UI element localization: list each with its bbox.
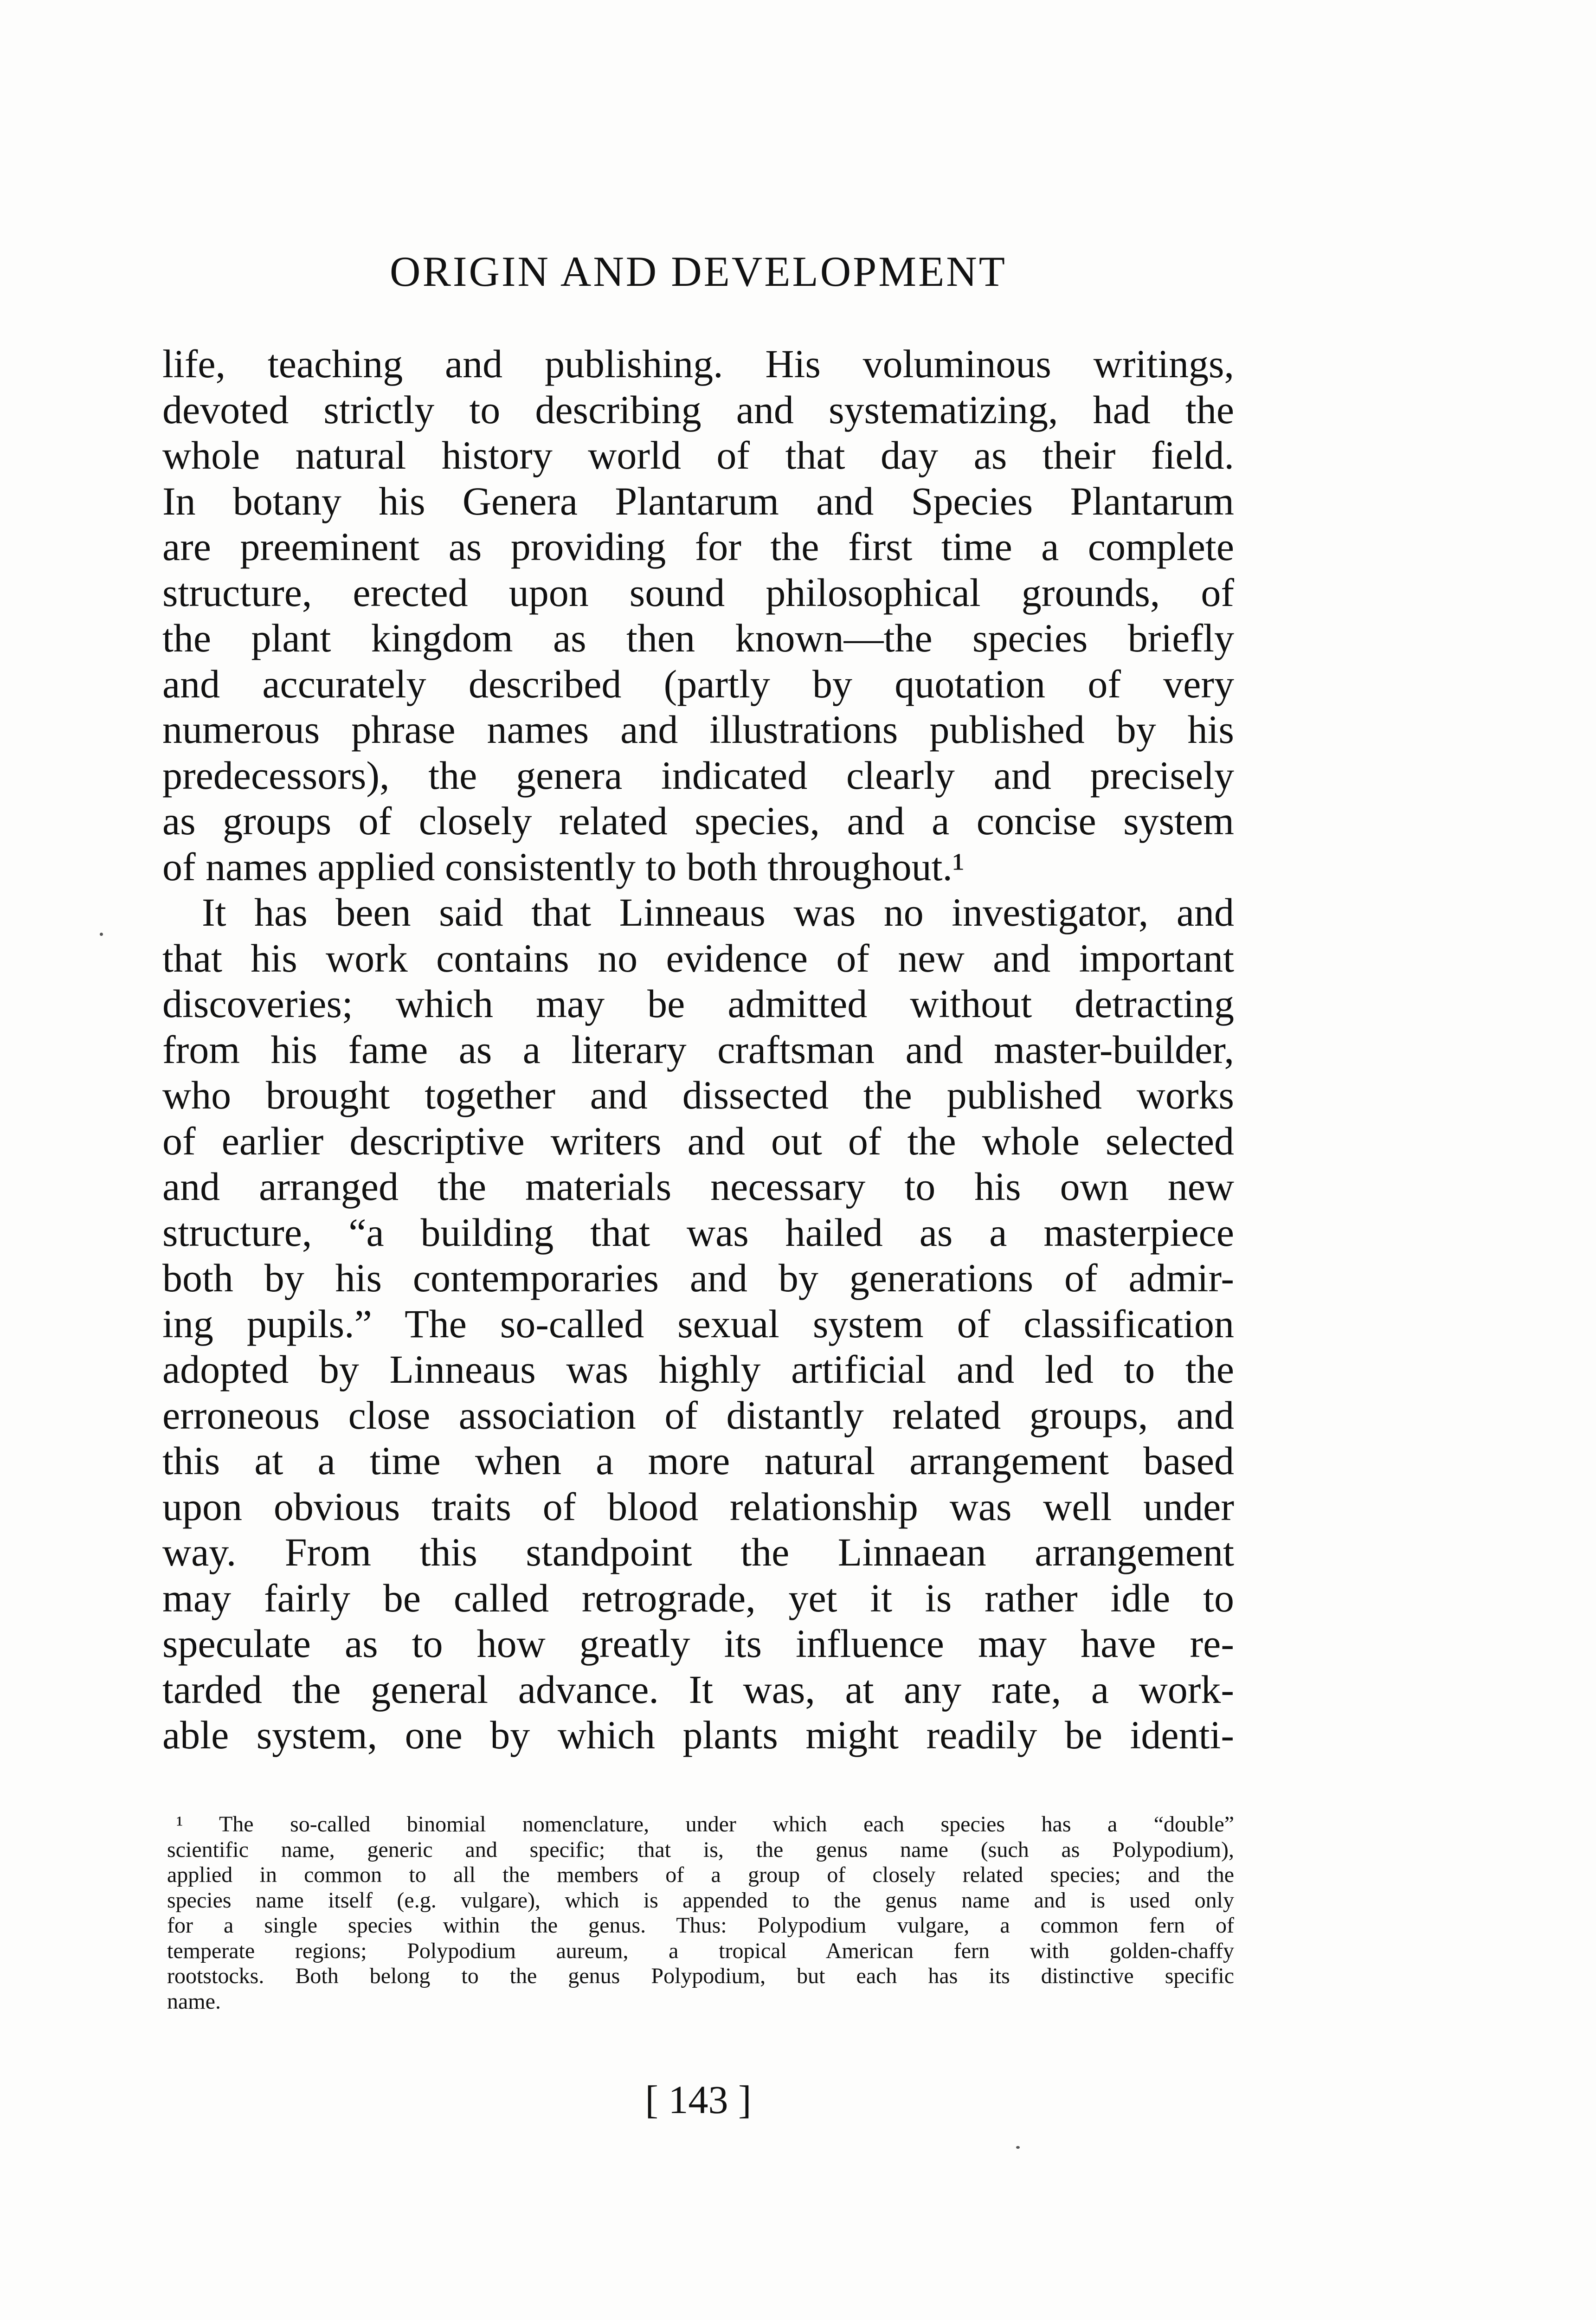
text-line: of earlier descriptive writers and out of the whole selected [162,1118,1234,1163]
footnote-line: ¹ The so-called binomial nomenclature, under which each species has a “double” [176,1812,1234,1837]
text-line: adopted by Linneaus was highly artificial and led to the [162,1347,1234,1392]
text-line: devoted strictly to describing and systematizing, had the [162,387,1234,432]
paragraph-1 [162,341,1234,889]
text-line: may fairly be called retrograde, yet it is rather idle to [162,1575,1234,1620]
page-number: [ 143 ] [645,2077,752,2122]
text-line: upon obvious traits of blood relationship was well under [162,1484,1234,1529]
text-line: It has been said that Linneaus was no investigator, and [202,890,1234,934]
text-line: who brought together and dissected the published works [162,1073,1234,1117]
paper-speck [1016,2146,1020,2149]
text-line: structure, erected upon sound philosophical grounds, of [162,570,1234,615]
text-line: and accurately described (partly by quotation of very [162,661,1234,706]
paragraph-2 [162,889,1234,1758]
text-line: both by his contemporaries and by generations of admir- [162,1256,1234,1300]
body-text [162,341,1234,1758]
text-line: way. From this standpoint the Linnaean arrangement [162,1530,1234,1574]
text-line: and arranged the materials necessary to his own new [162,1164,1234,1209]
footnote [167,1812,1234,2014]
text-line: this at a time when a more natural arrangement based [162,1438,1234,1483]
text-line: able system, one by which plants might readily be identi- [162,1713,1234,1757]
text-line: as groups of closely related species, and a concise system [162,799,1234,843]
text-line: In botany his Genera Plantarum and Species Plantarum [162,478,1234,523]
footnote-line: temperate regions; Polypodium aureum, a tropical American fern with golden-chaffy [167,1938,1234,1963]
footnote-line: name. [167,1989,221,2014]
text-line: speculate as to how greatly its influence may have re- [162,1621,1234,1666]
text-line: are preeminent as providing for the first time a complete [162,524,1234,569]
text-line: the plant kingdom as then known—the species briefly [162,616,1234,660]
text-line: erroneous close association of distantly related groups, and [162,1392,1234,1437]
text-line: predecessors), the genera indicated clearly and precisely [162,753,1234,798]
text-line: ing pupils.” The so-called sexual system of classification [162,1301,1234,1346]
text-line: from his fame as a literary craftsman and master-builder, [162,1027,1234,1072]
footnote-line: scientific name, generic and specific; that is, the genus name (such as Polypodium), [167,1837,1234,1862]
footnote-line: rootstocks. Both belong to the genus Polypodium, but each has its distinctive specific [167,1964,1234,1988]
paper-speck [100,933,103,936]
text-line: life, teaching and publishing. His voluminous writings, [162,342,1234,386]
text-line: of names applied consistently to both throughout.¹ [162,844,965,889]
footnote-line: for a single species within the genus. Thus: Polypodium vulgare, a common fern of [167,1913,1234,1938]
footnote-line: applied in common to all the members of a group of closely related species; and the [167,1862,1234,1887]
running-head: ORIGIN AND DEVELOPMENT [390,248,1007,295]
text-line: structure, “a building that was hailed as a masterpiece [162,1210,1234,1255]
text-line: that his work contains no evidence of new and important [162,935,1234,980]
text-line: discoveries; which may be admitted without detracting [162,981,1234,1026]
text-line: whole natural history world of that day as their field. [162,433,1234,477]
text-line: tarded the general advance. It was, at any rate, a work- [162,1667,1234,1712]
text-line: numerous phrase names and illustrations published by his [162,707,1234,752]
footnote-line: species name itself (e.g. vulgare), which is appended to the genus name and is used only [167,1888,1234,1913]
